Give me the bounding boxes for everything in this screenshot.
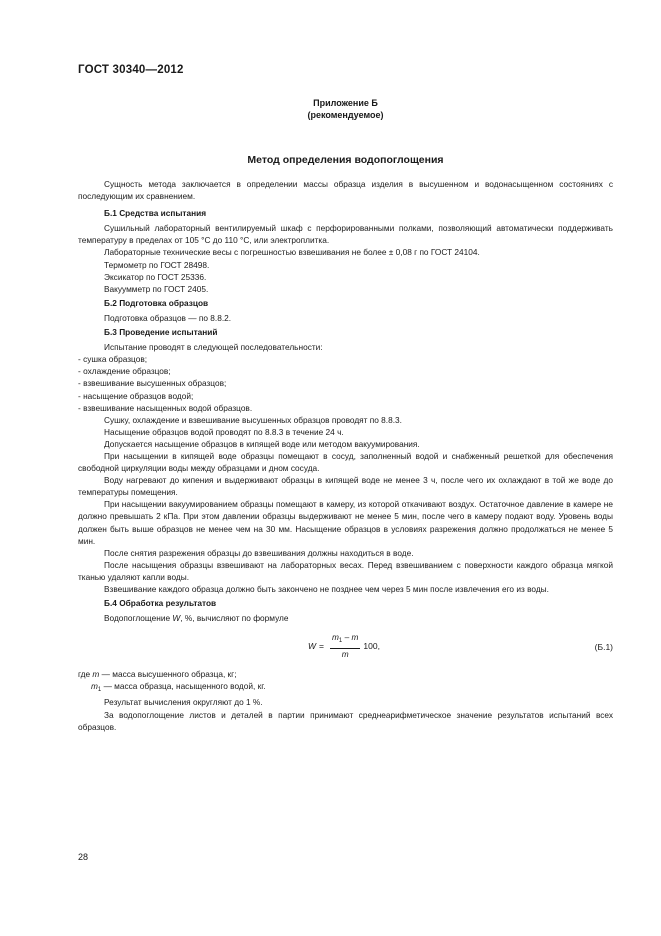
paragraph: Взвешивание каждого образца должно быть закончено не позднее чем через 5 мин после извлечения его из воды. <box>104 584 549 594</box>
paragraph: При насыщении в кипящей воде образцы помещают в сосуд, заполненный водой и снабженный решеткой для обеспечения свободной циркуляции воды между образцами и дном сосуда. <box>78 450 613 474</box>
paragraph: Сушку, охлаждение и взвешивание высушенных образцов проводят по 8.8.3. <box>104 414 402 425</box>
paragraph: Эксикатор по ГОСТ 25336. <box>104 271 207 282</box>
annex-status: (рекомендуемое) <box>307 110 384 120</box>
paragraph: За водопоглощение листов и деталей в партии принимают среднеарифметическое значение результатов испытаний всех образцов. <box>78 709 613 732</box>
formula-lead: Водопоглощение W, %, вычисляют по формуле <box>104 613 289 624</box>
paragraph: Термометр по ГОСТ 28498. <box>104 259 210 270</box>
intro-paragraph: Сущность метода заключается в определении массы образца изделия в высушенном и водонасыщенном состояниях с последующим их сравнением. <box>78 179 613 202</box>
section-b3-title: Б.3 Проведение испытаний <box>104 327 218 338</box>
formula-expression <box>308 632 380 660</box>
paragraph: Результат вычисления округляют до 1 %. <box>104 697 263 708</box>
formula-factor: 100, <box>363 641 380 652</box>
section-b2-title: Б.2 Подготовка образцов <box>104 297 209 308</box>
list-item: - сушка образцов; <box>78 354 148 365</box>
formula-fraction <box>330 632 360 660</box>
section-b1-title: Б.1 Средства испытания <box>104 208 207 219</box>
paragraph: Воду нагревают до кипения и выдерживают образцы в кипящей воде не менее 3 ч, после чего их охлаждают в той же воде до температуры помещения. <box>78 475 613 498</box>
list-item: - охлаждение образцов; <box>78 366 171 377</box>
list-item: - насыщение образцов водой; <box>78 390 194 401</box>
formula-b1 <box>78 628 613 662</box>
paragraph: Допускается насыщение образцов в кипящей воде или методом вакуумирования. <box>104 438 420 449</box>
page-number: 28 <box>78 852 89 862</box>
paragraph: Испытание проводят в следующей последовательности: <box>104 342 323 353</box>
paragraph: После снятия разрежения образцы до взвешивания должны находиться в воде. <box>104 547 414 558</box>
method-title: Метод определения водопоглощения <box>247 154 444 166</box>
annex-title: Приложение Б <box>313 98 378 108</box>
paragraph: Насыщение образцов водой проводят по 8.8.3 в течение 24 ч. <box>104 426 344 437</box>
paragraph: Подготовка образцов — по 8.8.2. <box>104 312 232 323</box>
paragraph: Лабораторные технические весы с погрешностью взвешивания не более ± 0,08 г по ГОСТ 24104. <box>104 247 480 258</box>
where-line: $m_1$ — масса образца, насыщенного водой, кг. <box>91 681 266 694</box>
section-b4-title: Б.4 Обработка результатов <box>104 598 217 609</box>
list-item: - взвешивание насыщенных водой образцов. <box>78 402 253 413</box>
where-line: где m — масса высушенного образца, кг; <box>78 669 237 680</box>
annex-heading <box>78 97 613 121</box>
formula-numerator: $m_1$ – m <box>330 632 360 649</box>
paragraph: После насыщения образцы взвешивают на лабораторных весах. Перед взвешиванием с поверхности каждого образца мягкой тканью удаляют капли воды. <box>78 559 613 582</box>
formula-number: (Б.1) <box>594 642 613 653</box>
formula-equals: = <box>319 641 324 652</box>
paragraph: Вакуумметр по ГОСТ 2405. <box>104 283 209 294</box>
paragraph: При насыщении вакуумированием образцы помещают в камеру, из которой откачивают воздух. Остаточное давление в камере не должно превышать 2 кПа. При этом давлении образцы выдерживают не менее 5 мин, после чего в камеру подают воду. Уровень воды должен быть выше образцов не менее чем на 30 мм. Насыщение образцов в условиях разрежения должно продолжаться не менее 5 мин. <box>78 499 613 546</box>
list-item: - взвешивание высушенных образцов; <box>78 378 227 389</box>
document-body <box>78 178 613 733</box>
paragraph: Сушильный лабораторный вентилируемый шкаф с перфорированными полками, позволяющий автоматически поддерживать температуру в пределах от 105 °С до 110 °С, или электроплитка. <box>78 223 613 246</box>
formula-denominator: m <box>341 649 349 660</box>
standard-header: ГОСТ 30340—2012 <box>78 64 184 76</box>
formula-lhs: W <box>308 641 317 652</box>
